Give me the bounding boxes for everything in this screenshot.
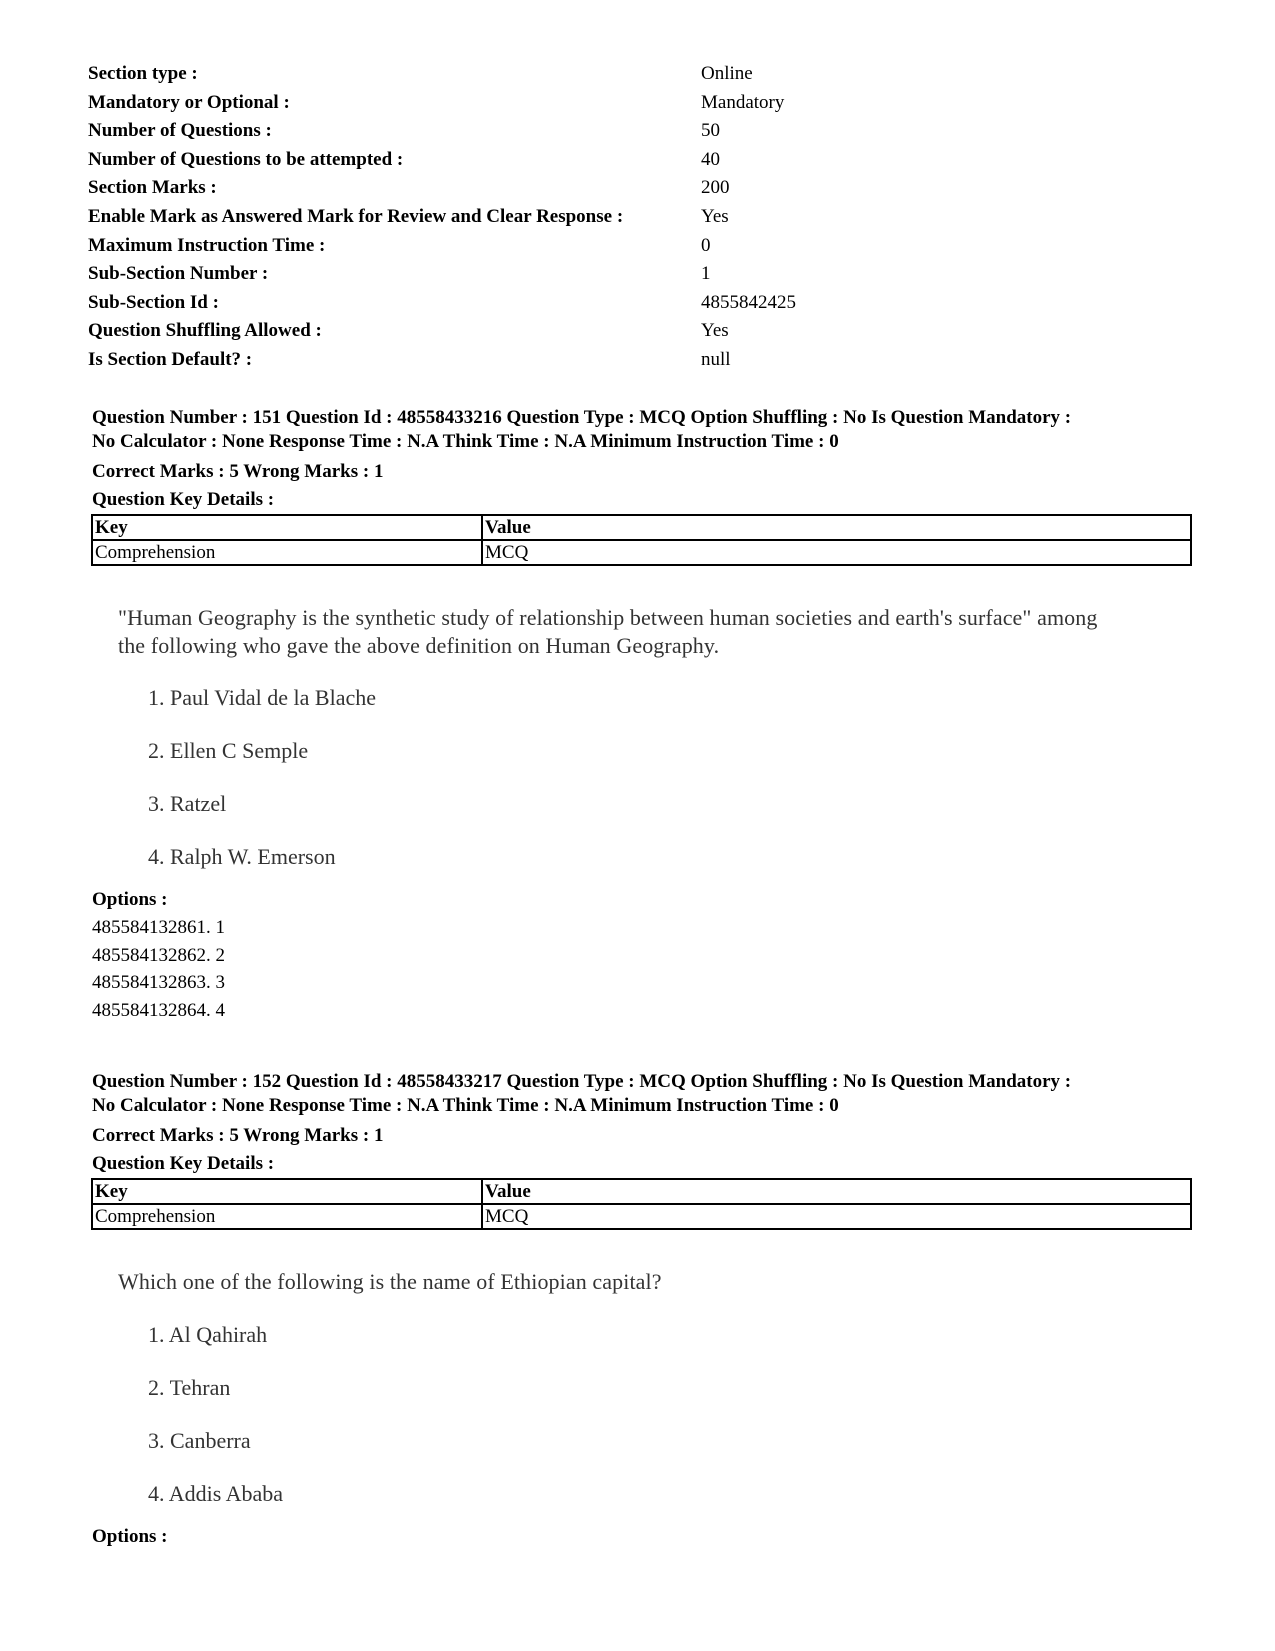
- answer-choice: 4. Ralph W. Emerson: [148, 844, 336, 869]
- answer-choice: 1. Al Qahirah: [148, 1322, 268, 1347]
- value-cell: MCQ: [482, 1204, 1191, 1229]
- section-default-row: [88, 346, 848, 375]
- question-marks: Correct Marks : 5 Wrong Marks : 1: [92, 1125, 384, 1146]
- info-value: Mandatory: [701, 91, 785, 113]
- max-instruction-time-row: [88, 232, 848, 261]
- question-meta-line: No Calculator : None Response Time : N.A Think Time : N.A Minimum Instruction Time : 0: [92, 1095, 839, 1116]
- question-152-body: [118, 1268, 1178, 1506]
- info-label: Question Shuffling Allowed :: [88, 320, 322, 342]
- key-header-cell: Key: [92, 1179, 482, 1204]
- shuffling-allowed-row: [88, 317, 848, 346]
- info-label: Section type :: [88, 63, 198, 84]
- question-marks: Correct Marks : 5 Wrong Marks : 1: [92, 461, 384, 482]
- question-meta-line: Question Number : 151 Question Id : 48558433216 Question Type : MCQ Option Shuffling : No Is Question Mandatory :: [92, 407, 1072, 428]
- key-table-header-row: [92, 1179, 1191, 1204]
- key-table-header-row: [92, 515, 1191, 540]
- info-label: Maximum Instruction Time :: [88, 234, 326, 256]
- info-value: null: [701, 348, 731, 370]
- enable-mark-row: [88, 203, 848, 232]
- option-item: 485584132864. 4: [92, 999, 225, 1021]
- question-152-header: [92, 1070, 1192, 1230]
- mandatory-row: [88, 89, 848, 118]
- option-item: 485584132861. 1: [92, 917, 225, 938]
- sub-section-number-row: [88, 260, 848, 289]
- info-label: Section Marks :: [88, 177, 217, 199]
- question-meta: [92, 406, 1192, 454]
- answer-choice: 3. Canberra: [148, 1428, 251, 1453]
- info-value: 4855842425: [701, 291, 796, 313]
- value-cell: MCQ: [482, 540, 1191, 565]
- info-value: 40: [701, 148, 720, 170]
- info-value: 0: [701, 234, 711, 256]
- question-key-details-label: Question Key Details :: [92, 489, 275, 510]
- num-questions-row: [88, 117, 848, 146]
- option-item: 485584132862. 2: [92, 944, 225, 966]
- question-key-details-label: Question Key Details :: [92, 1153, 275, 1174]
- question-151-header: [92, 406, 1192, 566]
- section-info: [88, 60, 848, 375]
- question-meta: [92, 1070, 1192, 1118]
- question-text-line: the following who gave the above definition on Human Geography.: [118, 633, 720, 658]
- question-key-table: [91, 1178, 1192, 1230]
- info-value: Online: [701, 63, 753, 84]
- num-attempted-row: [88, 146, 848, 175]
- info-value: Yes: [701, 205, 729, 227]
- question-meta-line: Question Number : 152 Question Id : 48558433217 Question Type : MCQ Option Shuffling : No Is Question Mandatory :: [92, 1071, 1072, 1092]
- question-text-line: Which one of the following is the name of Ethiopian capital?: [118, 1269, 662, 1294]
- option-item: 485584132863. 3: [92, 972, 225, 993]
- options-label: Options :: [92, 1526, 168, 1547]
- answer-choice: 2. Ellen C Semple: [148, 738, 309, 763]
- question-text-line: "Human Geography is the synthetic study of relationship between human societies and earth's surface" among: [118, 605, 1098, 630]
- section-type-row: [88, 60, 848, 89]
- answer-choice: 1. Paul Vidal de la Blache: [148, 685, 376, 710]
- sub-section-id-row: [88, 289, 848, 318]
- info-value: 200: [701, 177, 730, 199]
- info-value: Yes: [701, 320, 729, 342]
- key-table-row: [92, 540, 1191, 565]
- info-label: Number of Questions :: [88, 120, 272, 142]
- key-cell: Comprehension: [92, 540, 482, 565]
- options-label: Options :: [92, 889, 168, 910]
- question-key-table: [91, 514, 1192, 566]
- question-151-options: [92, 886, 225, 1024]
- info-label: Enable Mark as Answered Mark for Review and Clear Response :: [88, 205, 624, 227]
- info-label: Number of Questions to be attempted :: [88, 148, 404, 170]
- info-label: Mandatory or Optional :: [88, 91, 290, 113]
- key-header-cell: Key: [92, 515, 482, 540]
- info-label: Sub-Section Id :: [88, 291, 219, 313]
- info-label: Sub-Section Number :: [88, 263, 269, 285]
- section-marks-row: [88, 174, 848, 203]
- question-text: [118, 604, 1178, 660]
- question-meta-line: No Calculator : None Response Time : N.A Think Time : N.A Minimum Instruction Time : 0: [92, 431, 839, 452]
- question-152-options: [92, 1523, 168, 1551]
- key-table-row: [92, 1204, 1191, 1229]
- question-151-body: [118, 604, 1178, 869]
- answer-choice: 4. Addis Ababa: [148, 1481, 284, 1506]
- info-value: 1: [701, 263, 711, 285]
- value-header-cell: Value: [482, 1179, 1191, 1204]
- info-label: Is Section Default? :: [88, 348, 253, 370]
- value-header-cell: Value: [482, 515, 1191, 540]
- question-text: [118, 1268, 1178, 1296]
- answer-choice: 2. Tehran: [148, 1375, 231, 1400]
- key-cell: Comprehension: [92, 1204, 482, 1229]
- info-value: 50: [701, 120, 720, 142]
- answer-choice: 3. Ratzel: [148, 791, 227, 816]
